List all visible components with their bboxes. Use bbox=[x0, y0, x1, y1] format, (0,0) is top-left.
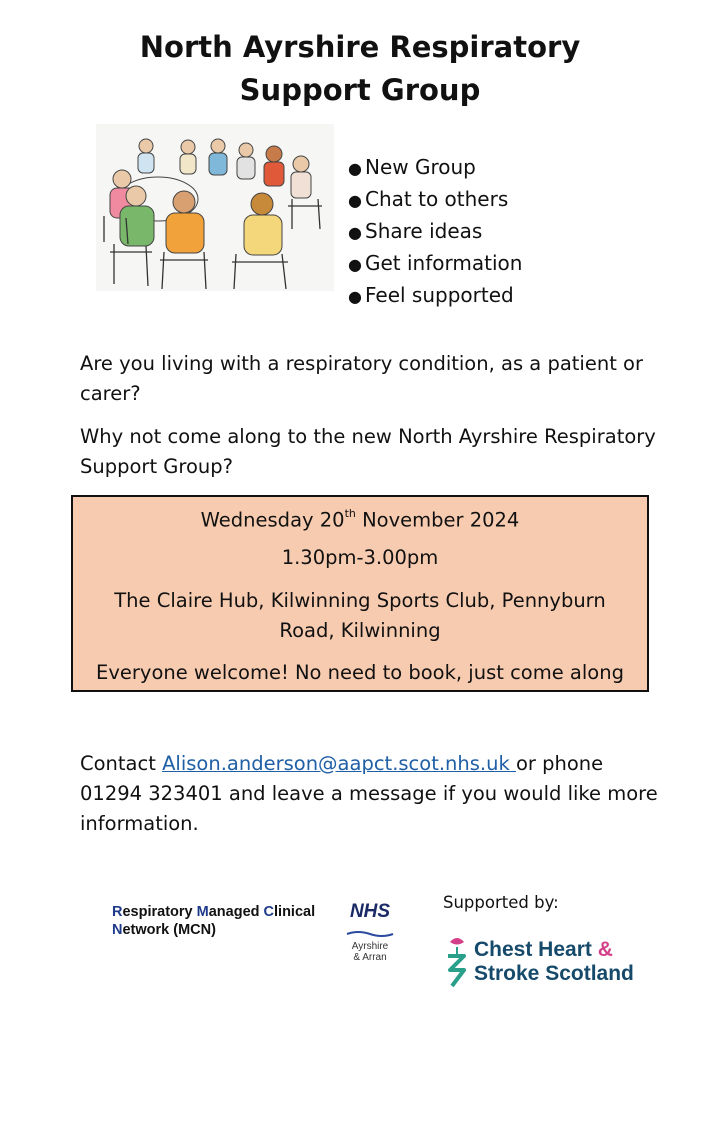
mcn-letter-c: C bbox=[263, 904, 275, 920]
event-venue-line-2: Road, Kilwinning bbox=[279, 619, 441, 642]
chss-ampersand: & bbox=[597, 938, 613, 961]
feature-list bbox=[348, 152, 522, 312]
bullet-icon: ● bbox=[348, 255, 362, 274]
intro-invite: Why not come along to the new North Ayrshire Respiratory Support Group? bbox=[80, 425, 656, 478]
intro-question: Are you living with a respiratory condition, as a patient or carer? bbox=[80, 352, 643, 405]
mcn-text-2: anaged bbox=[208, 904, 264, 920]
event-date bbox=[73, 501, 647, 536]
list-item bbox=[348, 280, 522, 312]
mcn-logo bbox=[112, 903, 315, 939]
mcn-letter-m: M bbox=[196, 904, 209, 920]
bullet-icon: ● bbox=[348, 159, 362, 178]
mcn-text-3: linical bbox=[274, 904, 316, 920]
chss-line-2: Stroke Scotland bbox=[474, 962, 634, 985]
bullet-text: Get information bbox=[365, 251, 523, 275]
nhs-sub-2: & Arran bbox=[353, 952, 387, 963]
bullet-text: Share ideas bbox=[365, 219, 483, 243]
list-item bbox=[348, 248, 522, 280]
event-welcome: Everyone welcome! No need to book, just come along bbox=[96, 661, 624, 684]
contact-prefix: Contact bbox=[80, 752, 163, 775]
title-line-2: Support Group bbox=[239, 73, 481, 107]
bullet-icon: ● bbox=[348, 287, 362, 306]
bullet-text: Feel supported bbox=[365, 283, 514, 307]
chss-line-1: Chest Heart bbox=[474, 938, 598, 961]
support-group-illustration bbox=[96, 124, 334, 291]
event-time: 1.30pm-3.00pm bbox=[281, 546, 439, 569]
nhs-ayrshire-arran-logo bbox=[340, 902, 400, 963]
event-day-suffix: th bbox=[344, 507, 356, 520]
event-venue-line-1: The Claire Hub, Kilwinning Sports Club, Pennyburn bbox=[114, 589, 606, 612]
list-item bbox=[348, 152, 522, 184]
bullet-icon: ● bbox=[348, 191, 362, 210]
contact-paragraph bbox=[80, 749, 660, 839]
contact-suffix: or phone 01294 323401 and leave a message if you would like more information. bbox=[80, 752, 658, 835]
bullet-text: Chat to others bbox=[365, 187, 509, 211]
list-item bbox=[348, 184, 522, 216]
mcn-text-1: espiratory bbox=[122, 904, 197, 920]
page-title bbox=[0, 26, 720, 112]
nhs-word: NHS bbox=[349, 901, 391, 922]
list-item bbox=[348, 216, 522, 248]
mcn-letter-r: R bbox=[112, 904, 123, 920]
mcn-text-4: etwork (MCN) bbox=[122, 922, 216, 938]
supported-by-label: Supported by: bbox=[443, 893, 559, 912]
event-details-box bbox=[71, 495, 649, 692]
nhs-wave-icon bbox=[345, 930, 395, 937]
thistle-icon bbox=[444, 934, 470, 992]
email-link[interactable]: Alison.anderson@aapct.scot.nhs.uk bbox=[162, 752, 516, 775]
chss-name bbox=[474, 938, 634, 986]
bullet-icon: ● bbox=[348, 223, 362, 242]
mcn-letter-n: N bbox=[112, 922, 123, 938]
bullet-text: New Group bbox=[365, 155, 476, 179]
chest-heart-stroke-scotland-logo bbox=[444, 934, 654, 994]
event-month-year: November 2024 bbox=[355, 508, 520, 532]
nhs-sub-1: Ayrshire bbox=[351, 941, 389, 952]
event-day: Wednesday 20 bbox=[200, 508, 345, 532]
title-line-1: North Ayrshire Respiratory bbox=[139, 30, 581, 64]
